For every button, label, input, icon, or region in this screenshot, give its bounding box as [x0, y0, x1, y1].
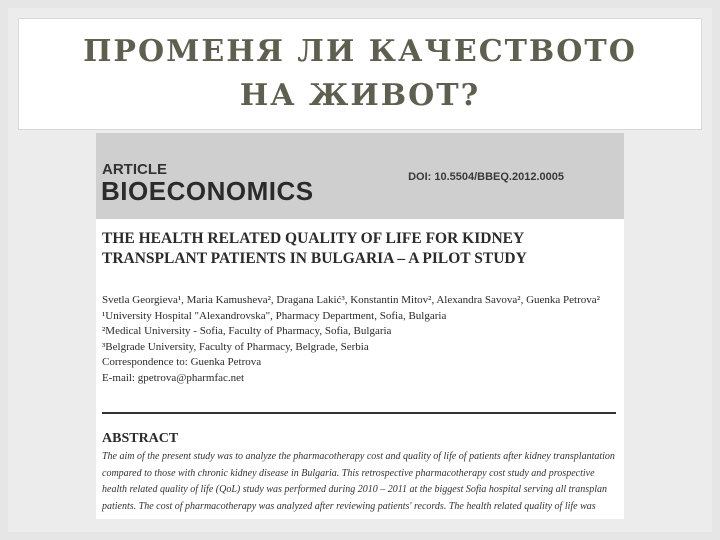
correspondence-line: Correspondence to: Guenka Petrova — [102, 356, 262, 368]
authors-line: Svetla Georgieva¹, Maria Kamusheva², Dragana Lakić³, Konstantin Mitov², Alexandra Savova², Guenka Petrova² — [102, 294, 600, 306]
abstract-line: The aim of the present study was to analyze the pharmacotherapy cost and quality of life of patients after kidney transplantation — [102, 451, 615, 462]
abstract-line: patients. The cost of pharmacotherapy was analyzed after reviewing patients' records. The health related quality of life was — [102, 500, 596, 512]
slide-title-box — [18, 18, 702, 130]
article-title: THE HEALTH RELATED QUALITY OF LIFE FOR KIDNEY TRANSPLANT PATIENTS IN BULGARIA – A PILOT STUDY — [102, 230, 527, 267]
article-image — [96, 133, 624, 519]
section-divider — [102, 412, 616, 414]
doi-text: DOI: 10.5504/BBEQ.2012.0005 — [408, 171, 564, 183]
journal-label: ARTICLE — [102, 161, 167, 178]
abstract-text — [102, 449, 618, 515]
journal-header — [96, 133, 624, 219]
journal-name: BIOECONOMICS — [101, 176, 314, 206]
author-block — [102, 293, 618, 386]
affiliation-line: ²Medical University - Sofia, Faculty of Pharmacy, Sofia, Bulgaria — [102, 325, 392, 337]
affiliation-line: ¹University Hospital "Alexandrovska", Pharmacy Department, Sofia, Bulgaria — [102, 309, 447, 322]
slide-title: ПРОМЕНЯ ЛИ КАЧЕСТВОТО НА ЖИВОТ? — [83, 34, 637, 113]
abstract-heading: ABSTRACT — [102, 431, 179, 446]
affiliation-line: ³Belgrade University, Faculty of Pharmacy, Belgrade, Serbia — [102, 340, 369, 353]
email-line: E-mail: gpetrova@pharmfac.net — [102, 371, 245, 384]
abstract-line: compared to those with chronic kidney disease in Bulgaria. This retrospective pharmacotherapy cost study and prospective — [102, 467, 595, 479]
abstract-line: health related quality of life (QoL) study was performed during 2010 – 2011 at the biggest Sofia hospital serving all transplan — [102, 484, 607, 495]
